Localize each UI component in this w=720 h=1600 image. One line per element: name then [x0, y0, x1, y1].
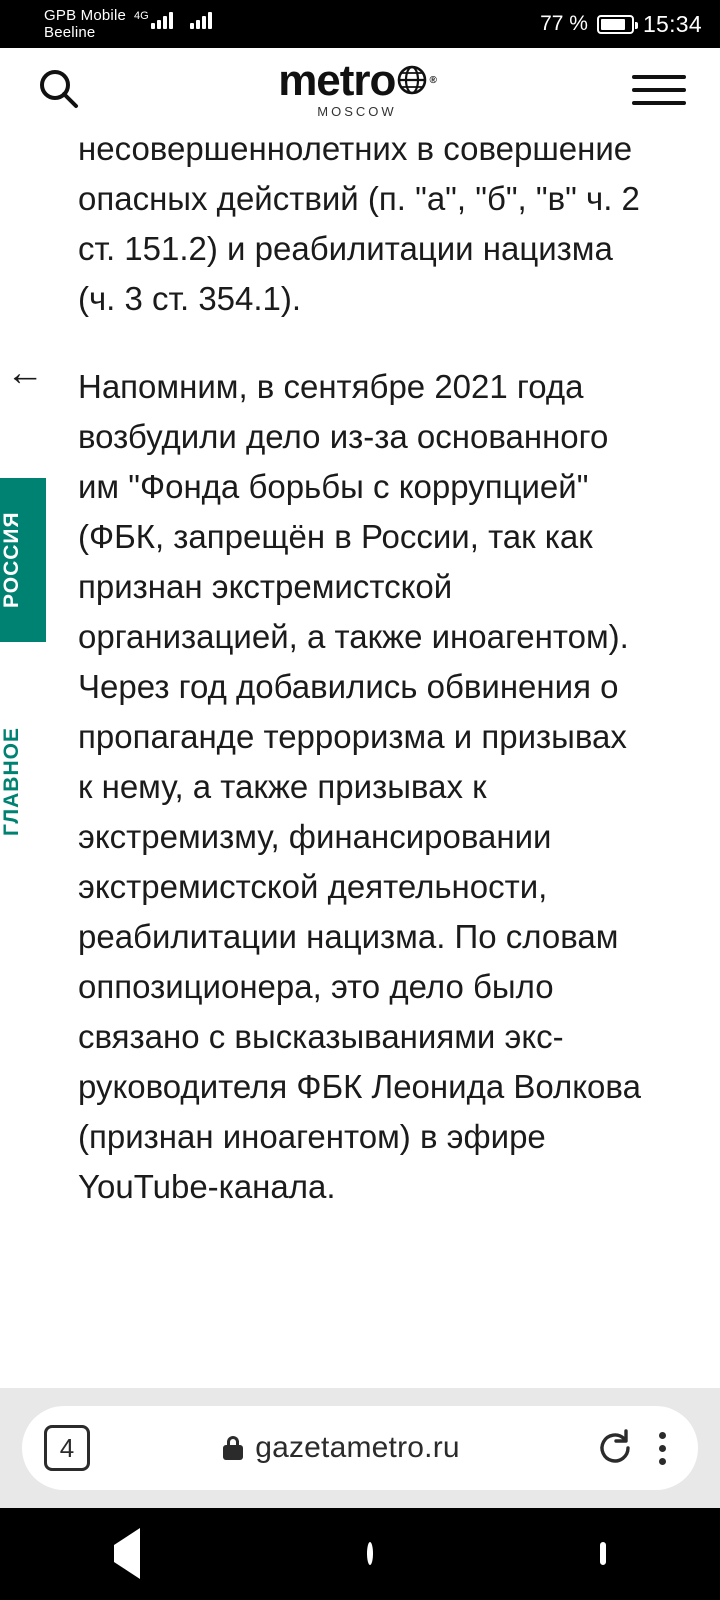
article-paragraph: несовершеннолетних в совершение опасных действий (п. "а", "б", "в" ч. 2 ст. 151.2) и реабилитации нацизма (ч. 3 ст. 354.1). — [78, 132, 640, 317]
registered-mark: ® — [429, 75, 436, 86]
kebab-menu-icon[interactable] — [653, 1432, 672, 1465]
hamburger-icon[interactable] — [632, 75, 686, 105]
article-content — [0, 132, 720, 1388]
browser-bottom-bar — [0, 1388, 720, 1508]
android-nav-bar — [0, 1508, 720, 1600]
clock-label: 15:34 — [642, 10, 702, 37]
reload-icon[interactable] — [593, 1426, 637, 1470]
url-display[interactable] — [106, 1431, 577, 1465]
logo-subtitle: MOSCOW — [317, 104, 397, 119]
status-bar-right — [540, 11, 702, 38]
battery-icon — [597, 15, 634, 34]
status-bar-left — [44, 7, 212, 41]
section-tag-glavnoe[interactable]: ГЛАВНОЕ — [0, 727, 23, 837]
url-text: gazetametro.ru — [255, 1431, 460, 1464]
signal-bars-sim2 — [190, 11, 212, 29]
article-paragraph: Напомним, в сентябре 2021 года возбудили дело из-за основанного им "Фонда борьбы с коррупцией" (ФБК, запрещён в России, так как признан экстремистской организацией, а также иноагентом). Через год добавились обвинения о пропаганде терроризма и призывах к нему, а также призывах к экстремизму, финансировании экстремистской деятельности, реабилитации нацизма. По словам оппозиционера, это дело было связано с высказываниями экс-руководителя ФБК Леонида Волкова (признан иноагентом) в эфире YouTube-канала. — [78, 368, 641, 1205]
nav-home-icon[interactable] — [367, 1545, 373, 1563]
nav-back-icon[interactable] — [114, 1545, 140, 1563]
site-logo[interactable] — [278, 56, 436, 119]
battery-percent-label: 77 % — [540, 12, 588, 35]
section-tag-rossiya[interactable]: РОССИЯ — [0, 478, 46, 642]
nav-recents-icon[interactable] — [600, 1545, 606, 1563]
status-bar — [0, 0, 720, 48]
signal-bars-sim1 — [151, 11, 173, 29]
carrier-secondary: Beeline — [44, 24, 96, 41]
search-icon[interactable] — [34, 64, 82, 117]
lock-icon — [223, 1436, 243, 1460]
globe-icon — [396, 62, 428, 94]
site-header — [0, 48, 720, 132]
back-arrow-icon[interactable]: ← — [6, 352, 44, 394]
carrier-labels — [44, 7, 126, 41]
signal-indicators — [134, 7, 212, 29]
logo-wordmark — [278, 56, 436, 105]
carrier-primary: GPB Mobile — [44, 7, 127, 24]
url-bar[interactable] — [22, 1406, 698, 1490]
tab-count-button[interactable]: 4 — [44, 1425, 90, 1471]
network-type-label: 4G — [134, 10, 149, 22]
logo-text: metro — [278, 56, 396, 105]
